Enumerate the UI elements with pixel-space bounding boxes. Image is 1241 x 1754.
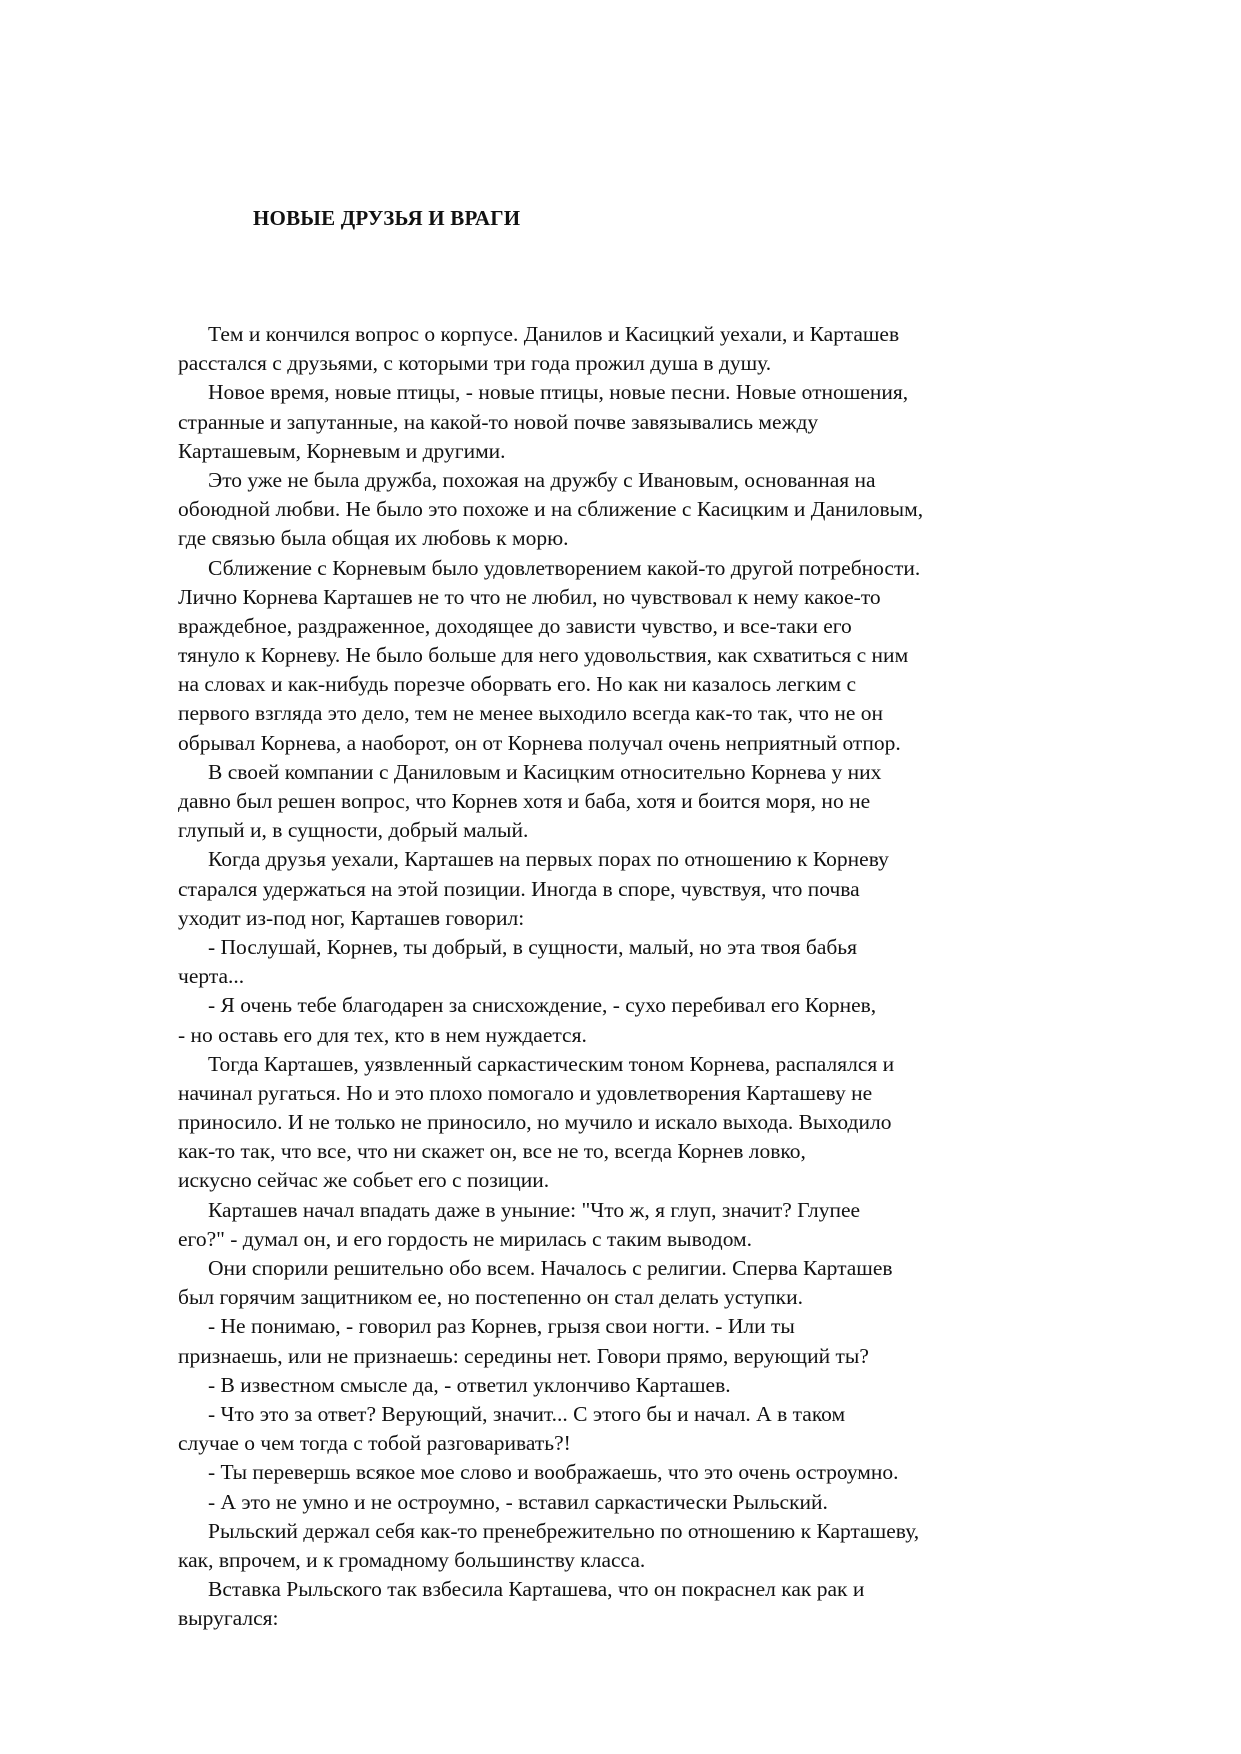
text-line: тянуло к Корневу. Не было больше для него удовольствия, как схватиться с ним bbox=[178, 643, 909, 668]
text-line: выругался: bbox=[178, 1606, 279, 1631]
text-line: Сближение с Корневым было удовлетворением какой-то другой потребности. bbox=[208, 555, 921, 580]
text-line: старался удержаться на этой позиции. Иногда в споре, чувствуя, что почва bbox=[178, 876, 860, 901]
text-line: Лично Корнева Карташев не то что не любил, но чувствовал к нему какое-то bbox=[178, 584, 881, 609]
text-line: как-то так, что все, что ни скажет он, все не то, всегда Корнев ловко, bbox=[178, 1139, 806, 1164]
text-line: приносило. И не только не приносило, но мучило и искало выхода. Выходило bbox=[178, 1110, 892, 1135]
text-line: уходит из-под ног, Карташев говорил: bbox=[178, 905, 525, 930]
text-line: глупый и, в сущности, добрый малый. bbox=[178, 818, 529, 843]
body-text bbox=[178, 320, 1098, 1633]
text-line: давно был решен вопрос, что Корнев хотя и баба, хотя и боится моря, но не bbox=[178, 789, 871, 813]
text-line: обоюдной любви. Не было это похоже и на сближение с Касицким и Даниловым, bbox=[178, 497, 924, 522]
text-line: Рыльский держал себя как-то пренебрежительно по отношению к Карташеву, bbox=[208, 1518, 920, 1543]
text-line: Когда друзья уехали, Карташев на первых порах по отношению к Корневу bbox=[208, 847, 889, 872]
text-line: - но оставь его для тех, кто в нем нуждается. bbox=[178, 1022, 587, 1047]
text-line: признаешь, или не признаешь: середины нет. Говори прямо, верующий ты? bbox=[178, 1343, 869, 1368]
text-line: - В известном смысле да, - ответил уклончиво Карташев. bbox=[208, 1372, 731, 1397]
text-line: был горячим защитником ее, но постепенно он стал делать уступки. bbox=[178, 1285, 803, 1310]
text-line: обрывал Корнева, а наоборот, он от Корнева получал очень неприятный отпор. bbox=[178, 730, 901, 755]
text-line: Тогда Карташев, уязвленный саркастическим тоном Корнева, распалялся и bbox=[208, 1051, 895, 1076]
text-line: В своей компании с Даниловым и Касицким относительно Корнева у них bbox=[208, 759, 882, 784]
text-line: - Ты перевершь всякое мое слово и воображаешь, что это очень остроумно. bbox=[208, 1460, 899, 1485]
text-line: - Я очень тебе благодарен за снисхождение, - сухо перебивал его Корнев, bbox=[208, 993, 877, 1018]
text-line: враждебное, раздраженное, доходящее до зависти чувство, и все-таки его bbox=[178, 613, 852, 638]
text-line: начинал ругаться. Но и это плохо помогало и удовлетворения Карташеву не bbox=[178, 1080, 873, 1105]
text-line: - А это не умно и не остроумно, - вставил саркастически Рыльский. bbox=[208, 1489, 828, 1514]
text-line: странные и запутанные, на какой-то новой почве завязывались между bbox=[178, 409, 819, 434]
text-line: расстался с друзьями, с которыми три года прожил душа в душу. bbox=[178, 351, 772, 376]
text-line: его?" - думал он, и его гордость не мирилась с таким выводом. bbox=[178, 1226, 753, 1251]
text-line: искусно сейчас же собьет его с позиции. bbox=[178, 1168, 550, 1193]
text-line: как, впрочем, и к громадному большинству класса. bbox=[178, 1547, 646, 1572]
text-line: где связью была общая их любовь к морю. bbox=[178, 526, 569, 551]
text-line: случае о чем тогда с тобой разговаривать?! bbox=[178, 1431, 571, 1456]
text-line: Тем и кончился вопрос о корпусе. Данилов и Касицкий уехали, и Карташев bbox=[208, 322, 900, 346]
text-line: - Не понимаю, - говорил раз Корнев, грызя свои ногти. - Или ты bbox=[208, 1314, 795, 1339]
text-line: Это уже не была дружба, похожая на дружбу с Ивановым, основанная на bbox=[208, 467, 876, 492]
text-line: Они спорили решительно обо всем. Началось с религии. Сперва Карташев bbox=[208, 1256, 893, 1280]
text-line: черта... bbox=[178, 964, 245, 989]
text-line: первого взгляда это дело, тем не менее выходило всегда как-то так, что не он bbox=[178, 701, 884, 726]
text-line: Новое время, новые птицы, - новые птицы, новые песни. Новые отношения, bbox=[208, 380, 909, 405]
text-line: - Послушай, Корнев, ты добрый, в сущности, малый, но эта твоя бабья bbox=[208, 934, 857, 959]
text-line: Карташевым, Корневым и другими. bbox=[178, 438, 506, 463]
chapter-title: НОВЫЕ ДРУЗЬЯ И ВРАГИ bbox=[253, 206, 521, 230]
text-line: на словах и как-нибудь порезче оборвать его. Но как ни казалось легким с bbox=[178, 672, 857, 697]
text-line: Карташев начал впадать даже в уныние: "Что ж, я глуп, значит? Глупее bbox=[208, 1197, 861, 1222]
text-line: Вставка Рыльского так взбесила Карташева, что он покраснел как рак и bbox=[208, 1577, 865, 1602]
text-line: - Что это за ответ? Верующий, значит... С этого бы и начал. А в таком bbox=[208, 1401, 846, 1426]
